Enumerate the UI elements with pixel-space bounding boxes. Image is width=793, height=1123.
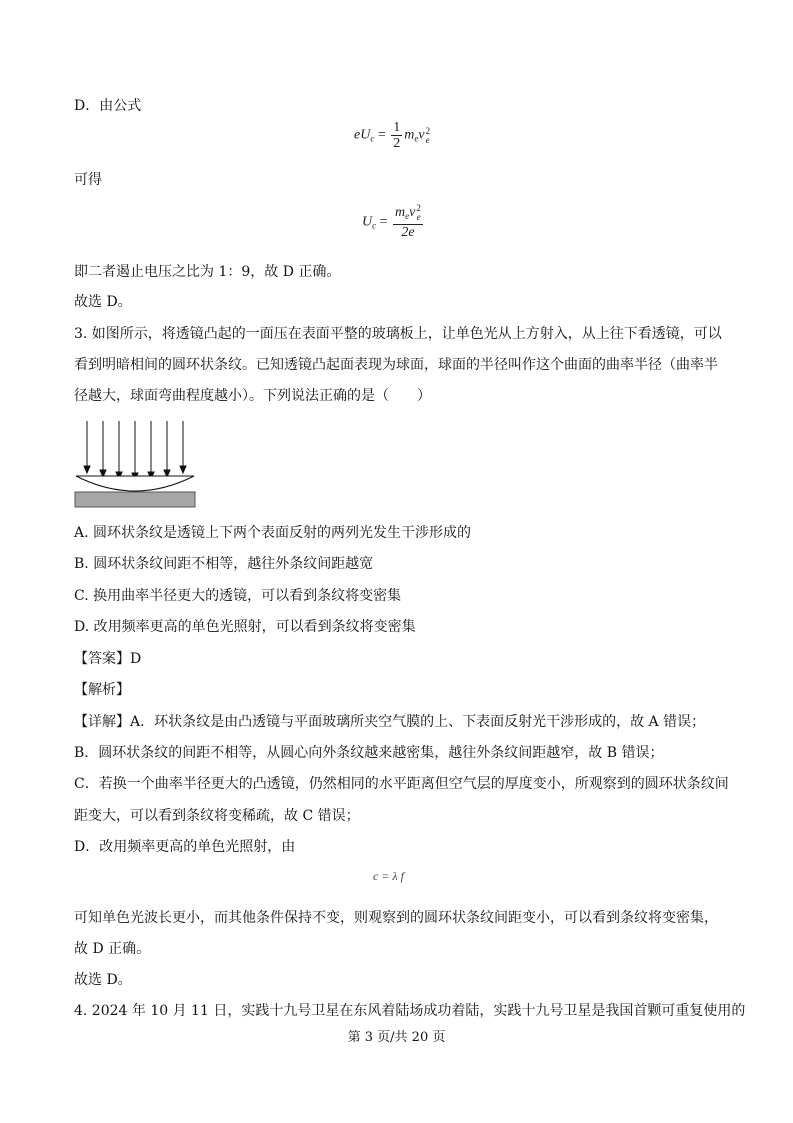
formula-supsub: [426, 127, 431, 145]
detail-label: 【详解】: [74, 714, 130, 730]
formula-supsub: [416, 204, 421, 222]
fraction-denominator: 2: [393, 136, 401, 151]
convex-lens: [76, 476, 194, 491]
fraction: [393, 204, 423, 240]
conclusion-line2: 故 D 正确。: [74, 941, 151, 957]
question4-stem-line1: 4. 2024 年 10 月 11 日，实践十九号卫星在东风着陆场成功着陆，实践十九号卫星是我国首颗可重复使用的: [74, 1003, 746, 1019]
ratio-text: 即二者遏止电压之比为 1：9，故 D 正确。: [74, 264, 341, 280]
conclusion-line1: 可知单色光波长更小，而其他条件保持不变，则观察到的圆环状条纹间距变小，可以看到条纹将变密集，: [74, 910, 718, 926]
fraction-denominator: 2e: [401, 225, 415, 241]
formula-subscript: e: [425, 134, 430, 145]
option-b: B. 圆环状条纹间距不相等，越往外条纹间距越宽: [74, 556, 374, 572]
fraction-numerator: [393, 204, 423, 225]
answer-value: D: [130, 651, 142, 667]
formula-term: m: [404, 127, 415, 143]
formula-subscript: e: [416, 212, 421, 222]
formula-term: v: [409, 205, 416, 221]
choose-d-text-q3: 故选 D。: [74, 972, 132, 988]
detail-a: [74, 712, 705, 732]
formula-superscript: 2: [425, 125, 431, 136]
equals-sign: =: [377, 127, 386, 143]
fraction-numerator: 1: [393, 120, 401, 135]
detail-c-line1: C．若换一个曲率半径更大的凸透镜，仍然相同的水平距离但空气层的厚度变小，所观察到的圆环状条纹间: [74, 776, 729, 792]
equals-sign: =: [379, 214, 388, 230]
answer-line: [74, 649, 141, 669]
detail-a-text: A．环状条纹是由凸透镜与平面玻璃所夹空气膜的上、下表面反射光干涉形成的，故 A 错误；: [130, 714, 706, 730]
formula-subscript: c: [370, 133, 375, 144]
fraction: [391, 120, 402, 151]
formula-term: v: [418, 127, 425, 143]
analysis-label: 【解析】: [74, 682, 130, 698]
question3-stem-line2: 看到明暗相间的圆环状条纹。已知透镜凸起面表现为球面，球面的半径叫作这个曲面的曲率半径（曲率半: [74, 357, 718, 373]
formula-subscript: e: [405, 211, 410, 222]
wave-speed-formula: c = λ f: [373, 869, 404, 883]
option-c: C. 换用曲率半径更大的透镜，可以看到条纹将变密集: [74, 588, 402, 604]
formula-subscript: c: [372, 220, 377, 231]
glass-plate: [75, 492, 195, 507]
option-d: D. 改用频率更高的单色光照射，可以看到条纹将变密集: [74, 619, 416, 635]
question3-stem-line3: 径越大，球面弯曲程度越小）。下列说法正确的是（ ）: [74, 388, 431, 404]
lens-interference-diagram: [72, 418, 198, 510]
option-d-intro: D．由公式: [74, 98, 142, 114]
formula-term: eU: [354, 127, 371, 143]
choose-d-text: 故选 D。: [74, 294, 132, 310]
formula-subscript: e: [414, 133, 419, 144]
formula-superscript: 2: [416, 203, 421, 213]
stopping-voltage-formula: [362, 204, 425, 240]
formula-term: U: [362, 214, 373, 230]
formula-term: m: [395, 205, 406, 221]
option-a: A. 圆环状条纹是透镜上下两个表面反射的两列光发生干涉形成的: [74, 525, 472, 541]
photoelectric-energy-formula: [354, 120, 430, 151]
question3-stem-line1: 3. 如图所示，将透镜凸起的一面压在表面平整的玻璃板上，让单色光从上方射入，从上往下看透镜，可以: [74, 326, 722, 342]
detail-d: D．改用频率更高的单色光照射，由: [74, 839, 296, 855]
detail-c-line2: 距变大，可以看到条纹将变稀疏，故 C 错误；: [74, 808, 360, 824]
detail-b: B．圆环状条纹的间距不相等，从圆心向外条纹越来越密集，越往外条纹间距越窄，故 B 错误；: [74, 745, 664, 761]
incident-light-arrows: [84, 421, 186, 480]
can-get-text: 可得: [74, 172, 102, 188]
answer-label: 【答案】: [74, 651, 130, 667]
page-number-footer: 第 3 页/共 20 页: [347, 1030, 446, 1045]
